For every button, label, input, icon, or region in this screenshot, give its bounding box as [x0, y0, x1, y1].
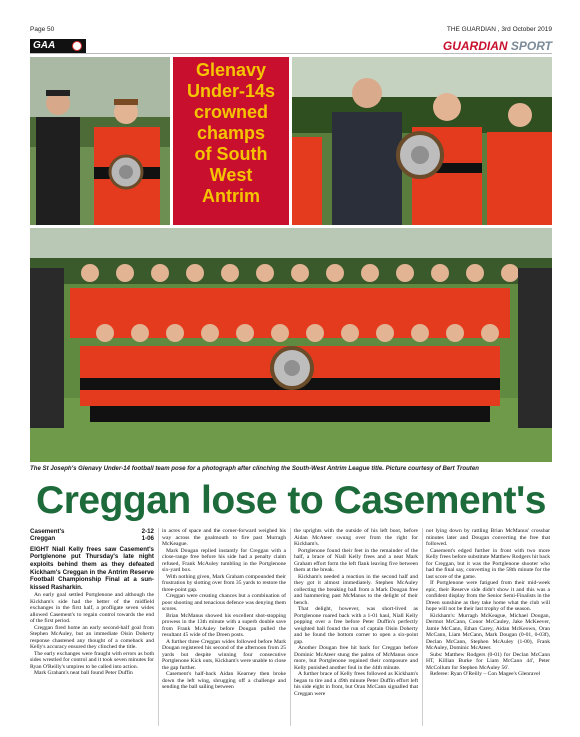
paragraph: An early goal settled Portglenone and although the Kickham's side had the better of the midfield exchanges in the first half, a profligate seven wides allowed Casement's to regain control towards the end of the first period.: [30, 592, 154, 625]
paragraph: Portglenone found their feet in the remainder of the half, a brace of Niall Kelly frees and a neat Mark Graham effort form the left flank leaving five between them at the break.: [294, 547, 418, 573]
article-lead: EIGHT Niall Kelly frees saw Casement's Portglenone put Thursday's late night exploits behind them as they defeated Kickham's Creggan in the Antrim Reserve Football Championship Final at a sun-kissed Rasharkin.: [30, 545, 154, 591]
paragraph: Referee: Ryan O'Reilly – Con Magee's Glenravel: [430, 671, 541, 677]
photo-team-group: [30, 228, 552, 462]
article-column-3: [294, 528, 418, 726]
column-divider: [290, 528, 291, 726]
football-icon: [72, 41, 82, 51]
masthead: [443, 39, 552, 53]
page-number: Page 50: [30, 26, 55, 33]
column-divider: [158, 528, 159, 726]
paragraph: A further three Creggan wides followed before Mark Dougan registered his second of the afternoon from 25 yards but despite winning four consecutive Portglenone Kick outs, Kickham's were unable to close the gap further.: [162, 638, 286, 671]
article-column-4: [426, 528, 550, 726]
score-line-home: Casement's 2-12: [30, 528, 154, 535]
paragraph: With nothing given, Mark Graham compounded their frustration by slotting over from 35 yards to restore the three-point gap.: [162, 573, 286, 593]
issue-date: THE GUARDIAN , 3rd October 2019: [446, 26, 552, 33]
photo-presentation-left: [30, 57, 170, 225]
column-divider: [422, 528, 423, 726]
paragraph: the uprights with the outside of his left boot, before Aidan McAteer swung over from the right for Kickham's.: [294, 528, 418, 547]
photo-presentation-right: [292, 57, 552, 225]
article-column-1: [30, 528, 154, 726]
paragraph: If Portglenone were fatigued from their mid-week epic, their Reserve side didn't show it and this was a confident display from the Senior Semi-Finalists in the Dreen sunshine as they take home what the club will hope will not be their last trophy of the season.: [426, 580, 550, 612]
section-bar: [30, 39, 552, 54]
paragraph: not lying down by rattling Brian McManus' crossbar minutes later and Dougan converting the free that followed.: [426, 528, 550, 547]
score-line-away: Creggan 1-06: [30, 535, 154, 543]
brand-name: GUARDIAN: [442, 39, 508, 53]
paragraph: That delight, however, was short-lived as Portglenone roared back with a 1-01 haul, Niall Kelly popping over a free before Peter Duffin's perfectly weighted ball found the run of captain Oisin Doherty and he found the bottom corner to open a six-point gap.: [294, 606, 418, 645]
headline-box: Glenavy Under-14s crowned champs of South West Antrim: [173, 57, 289, 225]
section-label: [30, 39, 86, 53]
paragraph: Mark Dougan replied instantly for Creggan with a close-range free before his side had a penalty claim refused, Frank McAuley tumbling in the Portglenone six-yard box.: [162, 547, 286, 573]
paragraph: Kickham's: Murragh McKeague, Michael Dougan, Dermot McCann, Conor McCauley, Jake McKeever, Jamie McCann, Ethan Carey, Aidan McKeown, Oran McCann, Liam McCann, Mark Dougan (0-01, 0-03f), Declan McCann, Stephen McAuley (1-00), Frank McAuley, Dominic McAteer.: [426, 612, 550, 651]
paragraph: Brian McManus showed his excellent shot-stopping prowess in the 13th minute with a superb double save from Frank McAuley before Dougan pulled the resultant 45 wide of the Dreen posts.: [162, 612, 286, 638]
paragraph: Kickham's needed a reaction in the second half and they got it almost immediately. Stephen McAuley collecting the breaking ball from a Mark Dougan free and hammering past McManus to the delight of their bench.: [294, 573, 418, 606]
paragraph: Casement's edged further in front with two more Kelly frees before substitute Matthew Rodgers hit back for Creggan, but it was the Portglenone shooter who had the final say, converting in the 58th minute for the last score of the game.: [426, 547, 550, 580]
paragraph: Casement's half-back Aidan Kearney then broke down the left wing, shrugging off a challenge and sending the ball sailing between: [162, 671, 286, 690]
section-name: GAA: [33, 40, 56, 51]
photo-caption: The St Joseph's Glenavy Under-14 football team pose for a photograph after clinching the South-West Antrim League title. Picture courtesy of Bert Trouten: [30, 465, 479, 472]
paragraph: in acres of space and the corner-forward weighed his way across the goalmouth to fire past Murragh McKeague.: [162, 528, 286, 547]
brand-sport: SPORT: [510, 39, 552, 53]
article-headline: Creggan lose to Casement's: [36, 479, 546, 522]
paragraph: Creggan were creating chances but a combination of poor shooting and tenacious defence was denying them scores.: [162, 593, 286, 612]
article-body: [30, 528, 552, 726]
page-header: [30, 24, 552, 36]
article-column-2: [162, 528, 286, 726]
paragraph: A further brace of Kelly frees followed as Kickham's began to tire and a 49th minute Peter Duffin effort left his side eight in front, but Oran McCann signalled that Creggan were: [294, 671, 418, 697]
paragraph: Mark Graham's neat ball found Peter Duffin: [34, 670, 133, 677]
paragraph: Another Dougan free hit back for Creggan before Dominic McAteer stung the palms of McManus once more, but Portglenone regained their composure and Kelly punished another foul in the 44th minute.: [294, 645, 418, 671]
paragraph: The early exchanges were fraught with errors as both sides wrestled for control and it took seven minutes for Ryan O'Reilly's umpires to be called into action.: [30, 650, 154, 670]
paragraph: Subs: Matthew Rodgers (0-01) for Declan McCann HT, Killian Burke for Liam McCann 44', Peter McCollum for Stephen McAuley 56'.: [426, 651, 550, 671]
paragraph: Creggan fired home an early second-half goal from Stephen McAuley, but an immediate Oisin Doherty response chastened any thought of a comeback and Kelly's accuracy ensured they clinched the title.: [30, 624, 154, 651]
